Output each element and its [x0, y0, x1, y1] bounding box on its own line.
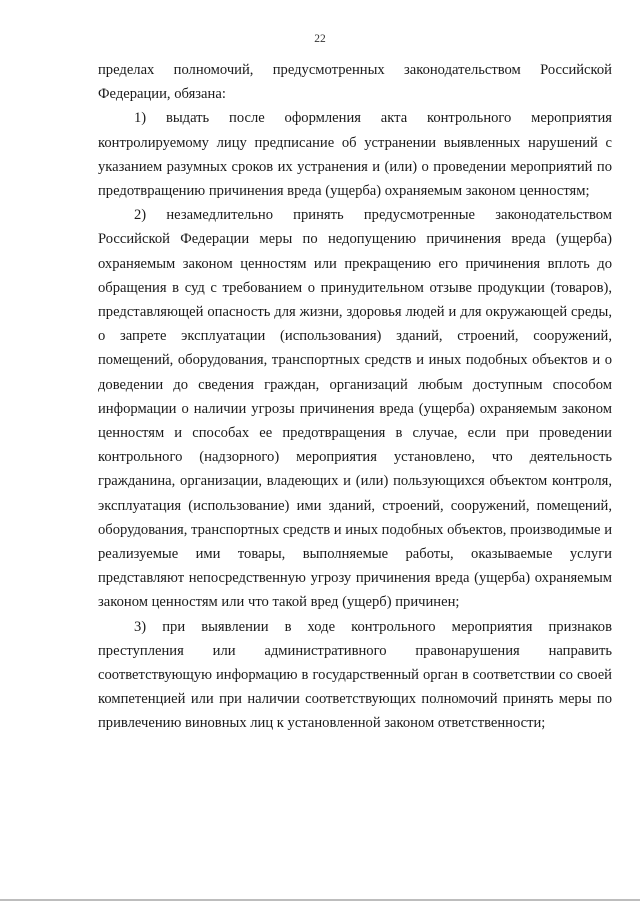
document-body — [98, 58, 612, 736]
paragraph-item-1: 1) выдать после оформления акта контрольного мероприятия контролируемому лицу предписание об устранении выявленных нарушений с указанием разумных сроков их устранения и (или) о проведении мероприятий по предотвращению причинения вреда (ущерба) охраняемым законом ценностям; — [98, 110, 612, 200]
page-number: 22 — [314, 33, 326, 45]
page-bottom-edge — [0, 899, 640, 901]
paragraph-item-2: 2) незамедлительно принять предусмотренные законодательством Российской Федерации меры по недопущению причинения вреда (ущерба) охраняемым законом ценностям или прекращению его причинения вплоть до обращения в суд с требованием о принудительном отзыве продукции (товаров), представляющей опасность для жизни, здоровья людей и для окружающей среды, о запрете эксплуатации (использования) зданий, строений, сооружений, помещений, оборудования, транспортных средств и иных подобных объектов и о доведении до сведения граждан, организаций любым доступным способом информации о наличии угрозы причинения вреда (ущерба) охраняемым законом ценностям и способах ее предотвращения в случае, если при проведении контрольного (надзорного) мероприятия установлено, что деятельность гражданина, организации, владеющих и (или) пользующихся объектом контроля, эксплуатация (использование) ими зданий, строений, сооружений, помещений, оборудования, транспортных средств и иных подобных объектов, производимые и реализуемые ими товары, выполняемые работы, оказываемые услуги представляют непосредственную угрозу причинения вреда (ущерба) охраняемым законом ценностям или что такой вред (ущерб) причинен; — [98, 207, 612, 611]
paragraph-continuation: пределах полномочий, предусмотренных законодательством Российской Федерации, обязана: — [98, 62, 612, 103]
paragraph-item-3: 3) при выявлении в ходе контрольного мероприятия признаков преступления или административного правонарушения направить соответствующую информацию в государственный орган в соответствии со своей компетенцией или при наличии соответствующих полномочий принять меры по привлечению виновных лиц к установленной законом ответственности; — [98, 618, 612, 732]
